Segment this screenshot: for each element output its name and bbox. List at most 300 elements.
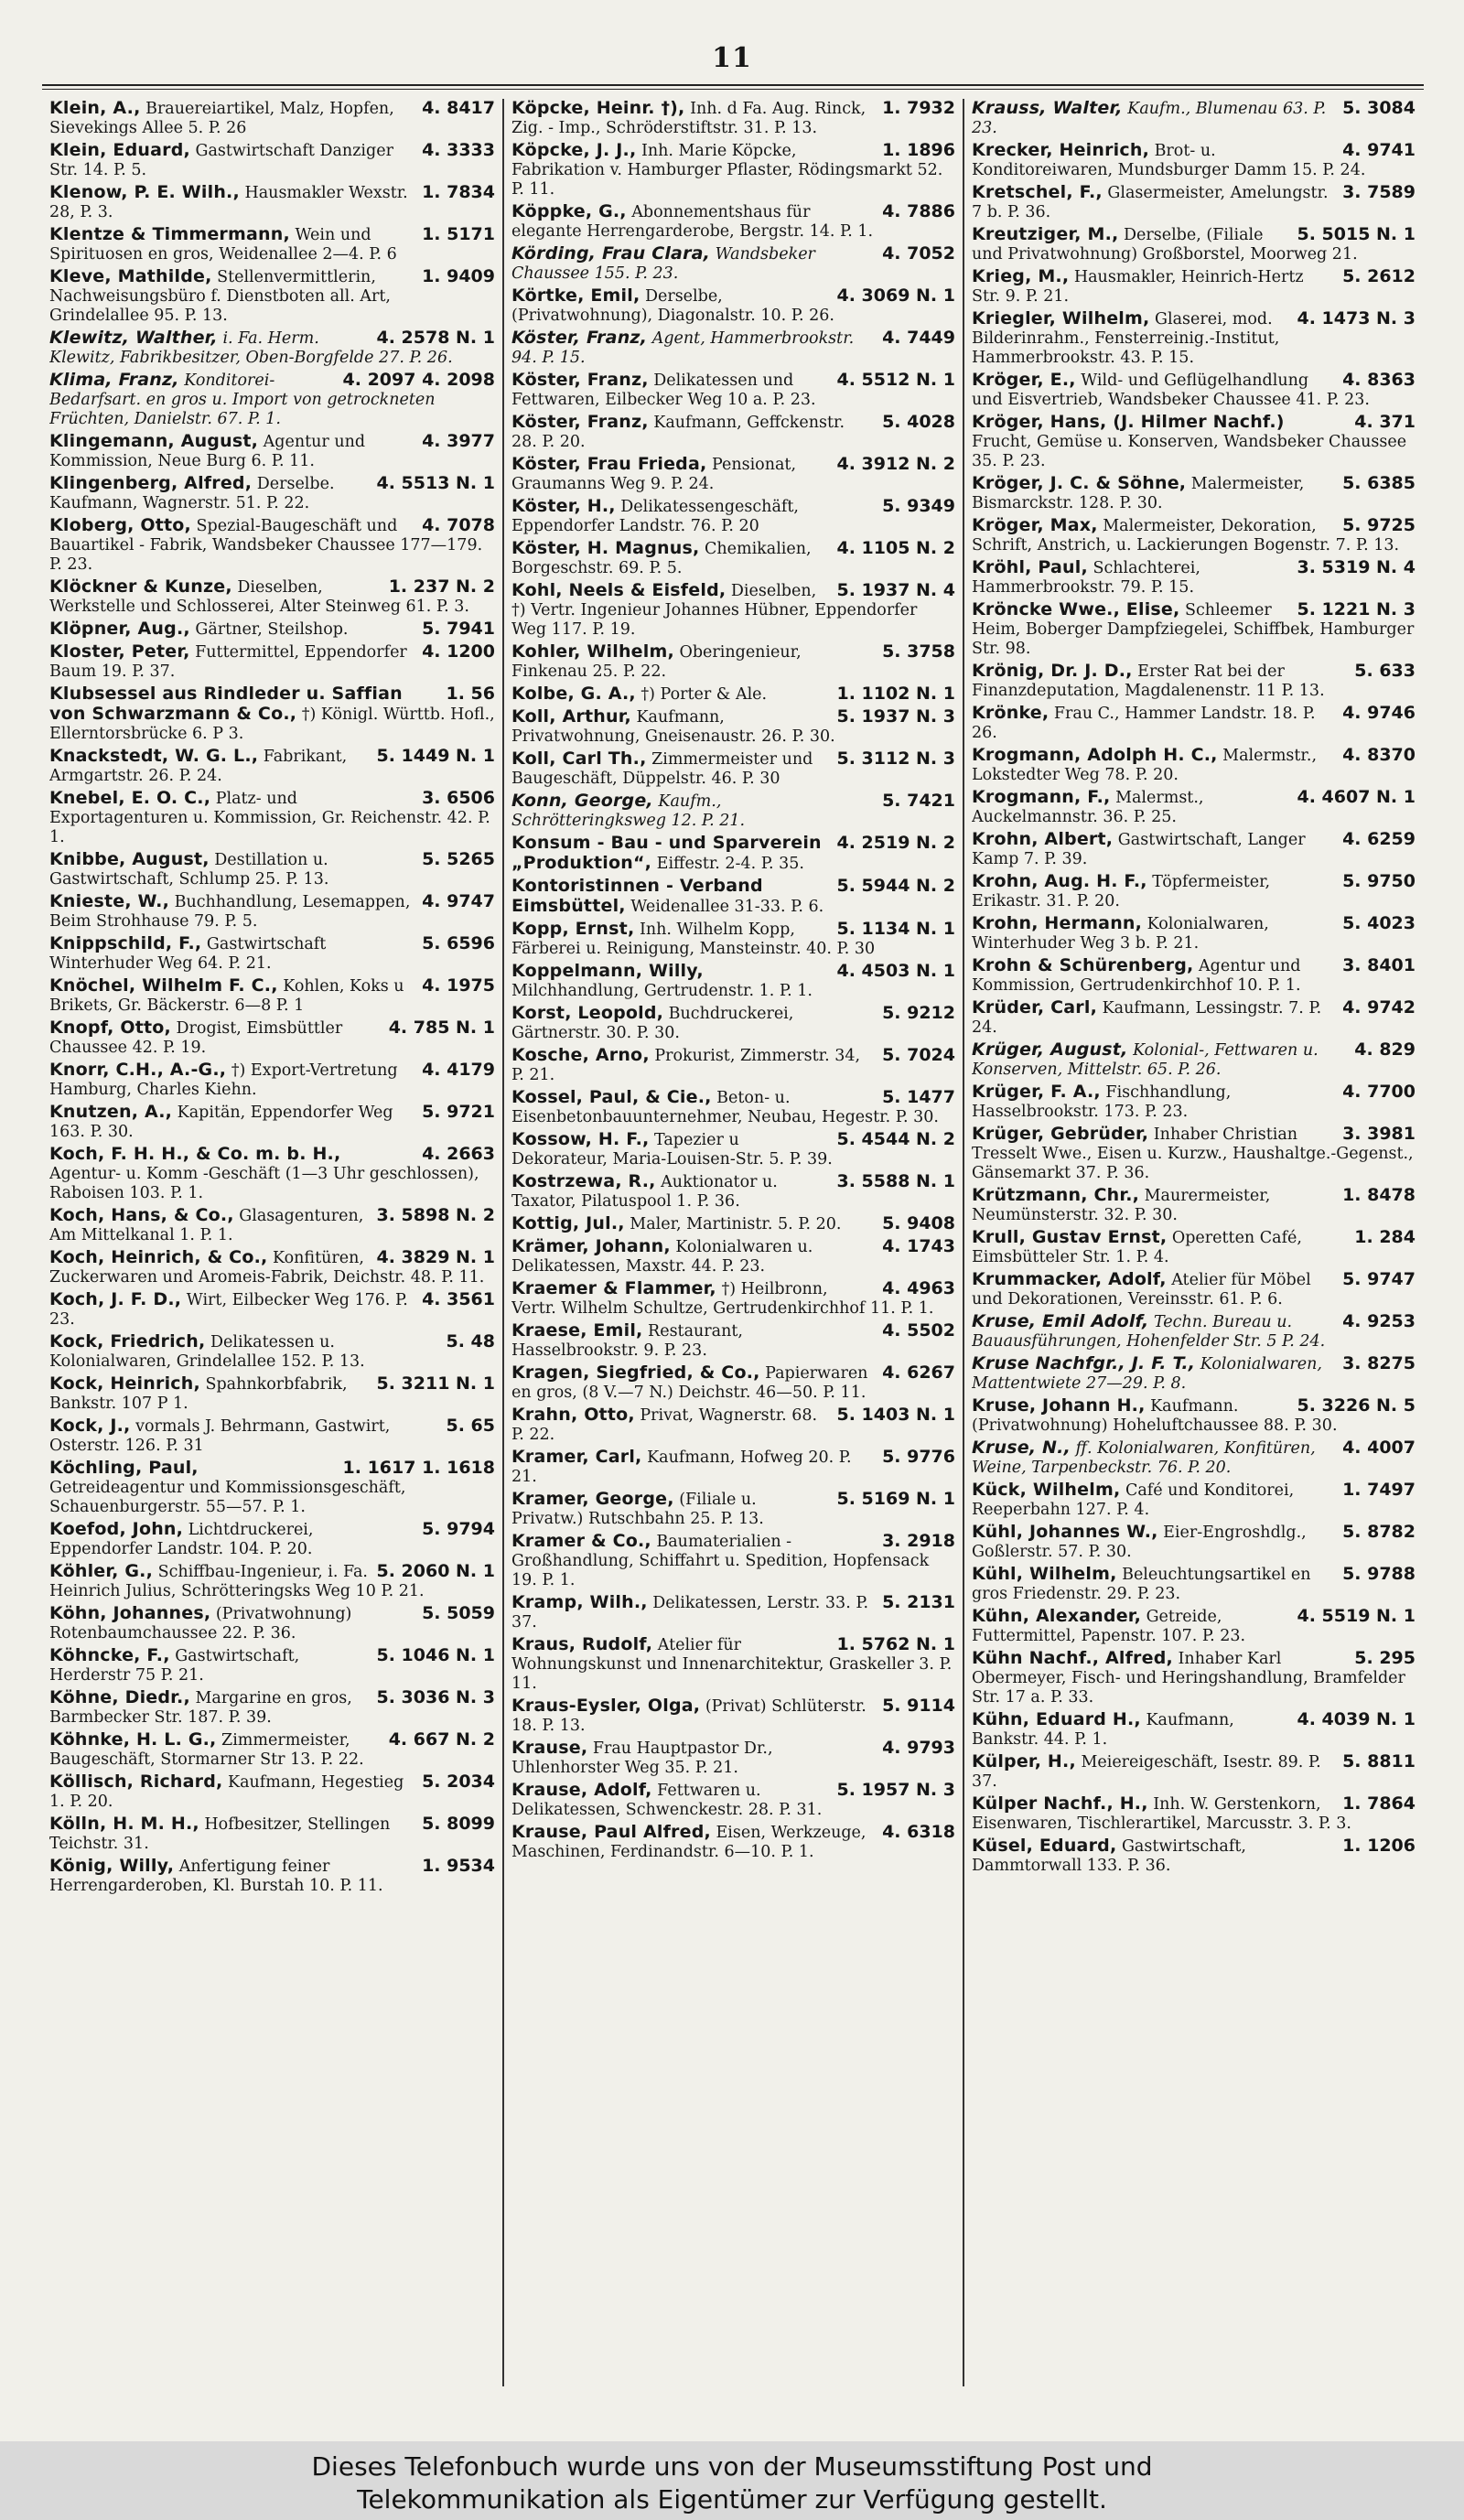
directory-entry (511, 1696, 955, 1736)
footer-notice (0, 2450, 1464, 2516)
directory-entry (511, 1214, 955, 1234)
entry-description: Kolonialwaren u. Delikatessen, Maxstr. 44. P. 23. (511, 1238, 813, 1276)
directory-entry (511, 1363, 955, 1403)
entry-name: Kraemer & Flammer, (511, 1279, 716, 1298)
phone-number: 4. 1200 (422, 642, 495, 662)
phone-number: 5. 9721 (422, 1103, 495, 1122)
entry-description: Schleemer Heim, Boberger Dampfziegelei, Schiffbek, Hamburger Str. 98. (972, 601, 1415, 658)
phone-number: 4. 9793 (882, 1739, 955, 1758)
directory-entry (972, 662, 1416, 701)
directory-entry (49, 1061, 495, 1100)
entry-description: Delikatessen und Fettwaren, Eilbecker Weg 10 a. P. 23. (511, 372, 816, 409)
phone-number: 3. 5588 N. 1 (836, 1172, 955, 1191)
directory-entry (49, 1145, 495, 1203)
entry-name: Koch, J. F. D., (49, 1290, 182, 1309)
entry-name: Köster, H. Magnus, (511, 539, 700, 558)
phone-number: 5. 3758 (882, 642, 955, 662)
entry-name: Köppke, G., (511, 202, 627, 221)
phone-number: 5. 9750 (1342, 872, 1416, 891)
entry-description: Meiereigeschäft, Isestr. 89. P. 37. (972, 1753, 1321, 1791)
directory-entry (972, 1125, 1416, 1183)
directory-entry (972, 1836, 1416, 1876)
directory-entry (49, 1730, 495, 1770)
phone-number: 5. 8811 (1342, 1752, 1416, 1772)
entry-name: Krohn, Aug. H. F., (972, 872, 1147, 891)
entry-name: Kraese, Emil, (511, 1321, 643, 1341)
entry-name: Klöckner & Kunze, (49, 577, 232, 597)
entry-description: Platz- und Exportagenturen u. Kommission, Gr. Reichenstr. 42. P. 1. (49, 790, 490, 846)
entry-name: Köster, Franz, (511, 413, 649, 432)
directory-entry (49, 183, 495, 222)
column-2 (502, 99, 963, 2386)
directory-entry (511, 642, 955, 682)
entry-name: Köster, H., (511, 497, 616, 516)
entry-name: Kröger, Max, (972, 516, 1098, 535)
directory-entry (49, 1688, 495, 1728)
entry-name: Kühl, Wilhelm, (972, 1565, 1117, 1584)
phone-number: 3. 3981 (1342, 1125, 1416, 1144)
directory-entry (972, 1607, 1416, 1646)
entry-description: Glasagenturen, Am Mittelkanal 1. P. 1. (49, 1207, 364, 1244)
entry-name: Küsel, Eduard, (972, 1836, 1117, 1856)
directory-entry (49, 577, 495, 617)
phone-number: 5. 1403 N. 1 (836, 1405, 955, 1425)
entry-description: Malermeister, Bismarckstr. 128. P. 30. (972, 475, 1305, 512)
entry-description: Brot- u. Konditoreiwaren, Mundsburger Damm 15. P. 24. (972, 142, 1366, 179)
entry-name: Kopp, Ernst, (511, 920, 635, 939)
phone-number: 3. 5319 N. 4 (1297, 558, 1416, 577)
entry-description: Fabrikant, Armgartstr. 26. P. 24. (49, 748, 348, 785)
entry-description: Agentur- u. Komm -Geschäft (1—3 Uhr geschlossen), Raboisen 103. P. 1. (49, 1165, 479, 1202)
phone-number: 5. 9212 (882, 1004, 955, 1023)
entry-name: Konn, George, (511, 792, 653, 811)
phone-number: 5. 1046 N. 1 (376, 1646, 495, 1665)
entry-description: Prokurist, Zimmerstr. 34, P. 21. (511, 1047, 861, 1084)
entry-name: Kramer & Co., (511, 1532, 651, 1551)
entry-description: Gärtner, Steilshop. (195, 620, 349, 639)
footer-line-1: Dieses Telefonbuch wurde uns von der Museumsstiftung Post und (311, 2451, 1153, 2482)
directory-entry (49, 976, 495, 1016)
entry-description: Agentur und Kommission, Gertrudenkirchhof 10. P. 1. (972, 957, 1301, 995)
entry-description: Inh. Wilhelm Kopp, Färberei u. Reinigung, Mansteinstr. 40. P. 30 (511, 921, 876, 958)
phone-number: 4. 9741 (1342, 141, 1416, 160)
directory-entry (49, 474, 495, 513)
entry-name: Kretschel, F., (972, 183, 1103, 202)
phone-number: 4. 2663 (422, 1145, 495, 1164)
directory-entry (511, 1405, 955, 1445)
directory-entry (511, 1004, 955, 1043)
entry-name: Klubsessel aus Rindleder u. Saffian von Schwarzmann & Co., (49, 684, 403, 724)
entry-description: Kaufmann, Lessingstr. 7. P. 24. (972, 999, 1322, 1037)
directory-entry (49, 1459, 495, 1517)
entry-name: Kramp, Wilh., (511, 1593, 648, 1612)
entry-name: Köhncke, F., (49, 1646, 170, 1665)
entry-name: Klewitz, Walther, (49, 328, 218, 348)
entry-name: Knackstedt, W. G. L., (49, 747, 259, 766)
entry-description: Baumaterialien - Großhandlung, Schiffahrt u. Spedition, Hopfensack 19. P. 1. (511, 1533, 930, 1589)
entry-name: Krogmann, F., (972, 788, 1111, 807)
phone-number: 1. 7932 (882, 99, 955, 118)
entry-description: Weidenallee 31-33. P. 6. (630, 898, 824, 916)
directory-entry (972, 1040, 1416, 1080)
entry-description: Delikatessen u. Kolonialwaren, Grindelallee 152. P. 13. (49, 1333, 365, 1371)
directory-entry (49, 642, 495, 682)
entry-description: Kaufm., Schrötteringksweg 12. P. 21. (511, 792, 746, 830)
entry-name: Krieg, M., (972, 267, 1070, 286)
entry-description: Kolonial-, Fettwaren u. Konserven, Mittelstr. 65. P. 26. (972, 1041, 1319, 1079)
entry-description: †) Porter & Ale. (640, 685, 768, 704)
phone-number: 5. 65 (446, 1416, 495, 1436)
entry-name: Kröger, Hans, (J. Hilmer Nachf.) (972, 413, 1285, 432)
entry-name: Kock, J., (49, 1416, 131, 1436)
entry-description: Malermst., Auckelmannstr. 36. P. 25. (972, 789, 1204, 826)
entry-name: Köster, Franz, (511, 371, 649, 390)
phone-number: 5. 1957 N. 3 (836, 1781, 955, 1800)
phone-number: 1. 1896 (882, 141, 955, 160)
phone-number: 5. 1477 (882, 1088, 955, 1107)
phone-number: 4. 5513 N. 1 (376, 474, 495, 493)
entry-name: Kröger, J. C. & Söhne, (972, 474, 1187, 493)
entry-description: (Privat) Schlüterstr. 18. P. 13. (511, 1697, 867, 1735)
phone-number: 5. 7941 (422, 619, 495, 639)
phone-number: 4. 6267 (882, 1363, 955, 1383)
directory-entry (49, 1206, 495, 1245)
entry-name: Kramer, George, (511, 1490, 674, 1509)
entry-description: Kolonialwaren, Winterhuder Weg 3 b. P. 21. (972, 915, 1269, 953)
entry-description: Kapitän, Eppendorfer Weg 163. P. 30. (49, 1104, 393, 1141)
entry-description: Delikatessengeschäft, Eppendorfer Landstr. 76. P. 20 (511, 498, 799, 535)
entry-name: Krecker, Heinrich, (972, 141, 1149, 160)
entry-description: Zimmermeister, Baugeschäft, Stormarner Str 13. P. 22. (49, 1731, 364, 1769)
entry-name: Krüder, Carl, (972, 998, 1097, 1018)
entry-description: Abonnementshaus für elegante Herrengarderobe, Bergstr. 14. P. 1. (511, 203, 874, 241)
entry-name: Kossel, Paul, & Cie., (511, 1088, 712, 1107)
phone-number: 5. 9725 (1342, 516, 1416, 535)
directory-entry (511, 834, 955, 874)
entry-description: Fischhandlung, Hasselbrookstr. 173. P. 23. (972, 1083, 1232, 1121)
entry-description: Milchhandlung, Gertrudenstr. 1. P. 1. (511, 982, 813, 1000)
entry-description: Pensionat, Graumanns Weg 9. P. 24. (511, 456, 797, 493)
phone-number: 5. 8099 (422, 1815, 495, 1834)
directory-entry (511, 1635, 955, 1694)
directory-entry (972, 309, 1416, 368)
directory-entry (511, 1781, 955, 1820)
phone-number: 5. 9408 (882, 1214, 955, 1233)
entry-name: Kück, Wilhelm, (972, 1481, 1121, 1500)
entry-description: Anfertigung feiner Herrengarderoben, Kl. Burstah 10. P. 11. (49, 1858, 383, 1895)
phone-number: 4. 4963 (882, 1279, 955, 1298)
phone-number: 3. 2918 (882, 1532, 955, 1551)
entry-description: Frucht, Gemüse u. Konserven, Wandsbeker Chaussee 35. P. 23. (972, 433, 1407, 470)
entry-name: König, Willy, (49, 1857, 175, 1876)
directory-entry (511, 581, 955, 640)
phone-number: 5. 2131 (882, 1593, 955, 1612)
entry-name: Kröncke Wwe., Elise, (972, 600, 1180, 619)
directory-entry (972, 474, 1416, 513)
entry-name: Kohler, Wilhelm, (511, 642, 674, 662)
entry-description: Getreideagentur und Kommissionsgeschäft, Schauenburgerstr. 55—57. P. 1. (49, 1479, 406, 1516)
entry-name: Köhne, Diedr., (49, 1688, 190, 1707)
entry-name: Kolbe, G. A., (511, 684, 636, 704)
entry-description: Maler, Martinistr. 5. P. 20. (630, 1215, 842, 1233)
directory-entry (511, 1130, 955, 1169)
directory-entry (972, 413, 1416, 471)
entry-description: Chemikalien, Borgeschstr. 69. P. 5. (511, 540, 812, 577)
phone-number: 5. 3084 (1342, 99, 1416, 118)
directory-entry (511, 1490, 955, 1529)
phone-number: 5. 1449 N. 1 (376, 747, 495, 766)
entry-name: Külper Nachf., H., (972, 1794, 1148, 1814)
entry-name: Kragen, Siegfried, & Co., (511, 1363, 760, 1383)
entry-name: Koch, Heinrich, & Co., (49, 1248, 268, 1267)
phone-number: 4. 1105 N. 2 (836, 539, 955, 558)
column-3 (963, 99, 1423, 2386)
entry-description: Wandsbeker Chaussee 155. P. 23. (511, 245, 815, 283)
entry-description: Inh. d Fa. Aug. Rinck, Zig. - Imp., Schröderstiftstr. 31. P. 13. (511, 100, 867, 137)
directory-entry (511, 1739, 955, 1778)
phone-number: 5. 5059 (422, 1604, 495, 1623)
phone-number: 4. 4179 (422, 1061, 495, 1080)
phone-number: 4. 4039 N. 1 (1297, 1710, 1416, 1729)
phone-number: 3. 8275 (1342, 1354, 1416, 1373)
directory-entry (511, 1088, 955, 1127)
directory-entry (972, 1794, 1416, 1834)
directory-entry (972, 600, 1416, 659)
directory-entry (511, 141, 955, 199)
entry-description: Atelier für Möbel und Dekorationen, Vereinsstr. 61. P. 6. (972, 1271, 1311, 1308)
entry-description: Buchhandlung, Lesemappen, Beim Strohhause 79. P. 5. (49, 893, 411, 931)
entry-description: Kaufmann. (Privatwohnung) Hoheluftchaussee 88. P. 30. (972, 1397, 1338, 1435)
phone-number: 4. 9253 (1342, 1312, 1416, 1331)
entry-name: Knibbe, August, (49, 850, 210, 869)
directory-entry (49, 141, 495, 180)
entry-description: Eisen, Werkzeuge, Maschinen, Ferdinandstr. 6—10. P. 1. (511, 1824, 867, 1861)
phone-number: 5. 4028 (882, 413, 955, 432)
entry-description: Frau Hauptpastor Dr., Uhlenhorster Weg 35. P. 21. (511, 1739, 773, 1777)
phone-number: 3. 5898 N. 2 (376, 1206, 495, 1225)
directory-entry (49, 1815, 495, 1854)
entry-description: Derselbe. Kaufmann, Wagnerstr. 51. P. 22. (49, 475, 335, 512)
entry-name: Kühl, Johannes W., (972, 1523, 1158, 1542)
entry-description: Gastwirtschaft Danziger Str. 14. P. 5. (49, 142, 393, 179)
entry-description: Inhaber Christian Tresselt Wwe., Eisen u. Kurzw., Haushaltge.-Gegenst., Gänsemarkt 37. P. 36. (972, 1125, 1414, 1182)
directory-entry (511, 1321, 955, 1361)
directory-entry (49, 1772, 495, 1812)
entry-description: †) Export-Vertretung Hamburg, Charles Kiehn. (49, 1061, 398, 1099)
entry-description: Auktionator u. Taxator, Pilatuspool 1. P. 36. (511, 1173, 778, 1211)
entry-name: Knöchel, Wilhelm F. C., (49, 976, 278, 996)
phone-number: 4. 9742 (1342, 998, 1416, 1018)
phone-number: 5. 3226 N. 5 (1297, 1396, 1416, 1416)
directory-entry (511, 684, 955, 705)
directory-entry (49, 225, 495, 264)
phone-number: 4. 4007 (1342, 1438, 1416, 1458)
directory-entry (972, 371, 1416, 410)
phone-number: 4. 6259 (1342, 830, 1416, 849)
phone-number: 1. 8478 (1342, 1186, 1416, 1205)
entry-name: Koch, Hans, & Co., (49, 1206, 234, 1225)
entry-name: Krummacker, Adolf, (972, 1270, 1167, 1289)
phone-number: 4. 1975 (422, 976, 495, 996)
entry-name: Kühn Nachf., Alfred, (972, 1649, 1173, 1668)
entry-name: Kröger, E., (972, 371, 1076, 390)
directory-entry (972, 516, 1416, 555)
entry-name: Kruse, Emil Adolf, (972, 1312, 1149, 1331)
entry-description: Konditorei-Bedarfsart. en gros u. Import von getrockneten Früchten, Danielstr. 67. P. 1. (49, 372, 436, 428)
entry-description: Inh. Marie Köpcke, Fabrikation v. Hamburger Pflaster, Rödingsmarkt 52. P. 11. (511, 142, 943, 199)
entry-name: Konsum - Bau - und Sparverein „Produktion“, (511, 834, 822, 873)
directory-entry (972, 1752, 1416, 1792)
directory-entry (511, 1532, 955, 1590)
entry-name: Krull, Gustav Ernst, (972, 1228, 1168, 1247)
footer-line-2: Telekommunikation als Eigentümer zur Verfügung gestellt. (357, 2484, 1107, 2515)
entry-name: Kostrzewa, R., (511, 1172, 656, 1191)
entry-description: Operetten Café, Eimsbütteler Str. 1. P. 4. (972, 1229, 1302, 1266)
directory-entry (972, 1481, 1416, 1520)
phone-number: 5. 3036 N. 3 (376, 1688, 495, 1707)
phone-number: 4. 7052 (882, 244, 955, 264)
directory-entry (511, 1046, 955, 1085)
phone-number: 4. 8417 (422, 99, 495, 118)
entry-description: Delikatessen, Lerstr. 33. P. 37. (511, 1594, 869, 1632)
entry-name: Körding, Frau Clara, (511, 244, 711, 264)
directory-entry (511, 539, 955, 578)
entry-description: Malermstr., Lokstedter Weg 78. P. 20. (972, 747, 1318, 784)
directory-entry (49, 1520, 495, 1559)
phone-number: 4. 7700 (1342, 1082, 1416, 1102)
entry-name: Krauss, Walter, (972, 99, 1123, 118)
directory-entry (511, 286, 955, 326)
entry-description: Tapezier u Dekorateur, Maria-Louisen-Str. 5. P. 39. (511, 1131, 833, 1168)
phone-number: 4. 3977 (422, 432, 495, 451)
entry-name: Kock, Friedrich, (49, 1332, 206, 1352)
entry-description: Agent, Hammerbrookstr. 94. P. 15. (511, 329, 855, 367)
entry-description: Malermeister, Dekoration, Schrift, Anstrich, u. Lackierungen Bogenstr. 7. P. 13. (972, 517, 1400, 555)
entry-description: Schiffbau-Ingenieur, i. Fa. Heinrich Julius, Schrötteringsks Weg 10 P. 21. (49, 1563, 425, 1600)
directory-entry (972, 830, 1416, 869)
entry-description: Kaufmann, Privatwohnung, Gneisenaustr. 26. P. 30. (511, 708, 835, 746)
phone-number: 1. 56 (446, 684, 495, 704)
directory-entry (49, 619, 495, 640)
entry-name: Krause, Adolf, (511, 1781, 652, 1800)
phone-number: 4. 4503 N. 1 (836, 962, 955, 981)
entry-description: Zimmermeister und Baugeschäft, Düppelstr. 46. P. 30 (511, 750, 813, 788)
phone-number: 3. 7589 (1342, 183, 1416, 202)
entry-description: Getreide, Futtermittel, Papenstr. 107. P. 23. (972, 1608, 1246, 1645)
entry-description: Inh. W. Gerstenkorn, Eisenwaren, Tischlerartikel, Marcusstr. 3. P. 3. (972, 1795, 1351, 1833)
directory-entry (49, 789, 495, 847)
directory-entry (511, 244, 955, 284)
directory-entry (49, 1646, 495, 1685)
directory-entry (511, 1279, 955, 1319)
entry-description: Buchdruckerei, Gärtnerstr. 30. P. 30. (511, 1005, 794, 1042)
entry-name: Kühn, Alexander, (972, 1607, 1141, 1626)
footer-banner (0, 2441, 1464, 2520)
entry-description: Derselbe, (Privatwohnung), Diagonalstr. 10. P. 26. (511, 287, 834, 325)
phone-number: 4. 1473 N. 3 (1297, 309, 1416, 328)
directory-entry (49, 934, 495, 974)
directory-entry (49, 516, 495, 575)
phone-number: 5. 9776 (882, 1448, 955, 1467)
entry-name: Klingemann, August, (49, 432, 259, 451)
phone-number: 5. 2612 (1342, 267, 1416, 286)
entry-name: Köchling, Paul, (49, 1459, 199, 1478)
phone-number: 5. 9114 (882, 1696, 955, 1716)
entry-description: Konfitüren, Zuckerwaren und Aromeis-Fabrik, Deichstr. 48. P. 11. (49, 1249, 485, 1287)
entry-description: Destillation u. Gastwirtschaft, Schlump 25. P. 13. (49, 851, 329, 888)
phone-number: 5. 1221 N. 3 (1297, 600, 1416, 619)
phone-number: 4. 785 N. 1 (388, 1018, 495, 1038)
entry-name: Kruse, Johann H., (972, 1396, 1146, 1416)
entry-name: Köster, Franz, (511, 328, 648, 348)
entry-description: Dieselben, †) Vertr. Ingenieur Johannes Hübner, Eppendorfer Weg 117. P. 19. (511, 582, 918, 639)
phone-number: 1. 9534 (422, 1857, 495, 1876)
entry-description: Kaufmann, Hofweg 20. P. 21. (511, 1448, 852, 1486)
directory-entry (49, 1332, 495, 1372)
phone-number: 4. 7886 (882, 202, 955, 221)
entry-name: Kraus, Rudolf, (511, 1635, 653, 1654)
entry-name: Knutzen, A., (49, 1103, 173, 1122)
directory-entry (972, 1396, 1416, 1436)
directory-entry (972, 1565, 1416, 1604)
phone-number: 1. 237 N. 2 (388, 577, 495, 597)
entry-name: Kleve, Mathilde, (49, 267, 212, 286)
phone-number: 1. 7834 (422, 183, 495, 202)
directory-entry (972, 956, 1416, 996)
phone-number: 5. 5169 N. 1 (836, 1490, 955, 1509)
phone-number: 4. 9747 (422, 892, 495, 911)
phone-number: 5. 5265 (422, 850, 495, 869)
directory-entry (972, 141, 1416, 180)
phone-number: 4. 8363 (1342, 371, 1416, 390)
phone-number: 5. 1937 N. 4 (836, 581, 955, 600)
directory-entry (511, 1823, 955, 1862)
entry-description: (Privatwohnung) Rotenbaumchaussee 22. P. 36. (49, 1605, 352, 1642)
entry-name: Kloberg, Otto, (49, 516, 191, 535)
entry-name: Krüger, F. A., (972, 1082, 1101, 1102)
phone-number: 5. 6596 (422, 934, 495, 953)
phone-number: 5. 1937 N. 3 (836, 707, 955, 727)
entry-name: Krause, Paul Alfred, (511, 1823, 711, 1842)
phone-number: 5. 633 (1354, 662, 1416, 681)
entry-name: Kramer, Carl, (511, 1448, 642, 1467)
phone-number: 4. 1743 (882, 1237, 955, 1256)
entry-name: Knopf, Otto, (49, 1018, 171, 1038)
entry-description: Spahnkorbfabrik, Bankstr. 107 P 1. (49, 1375, 348, 1413)
entry-name: Knebel, E. O. C., (49, 789, 211, 808)
entry-description: Stellenvermittlerin, Nachweisungsbüro f. Dienstboten all. Art, Grindelallee 95. P. 13. (49, 268, 391, 325)
entry-description: Kaufmann, Geffckenstr. 28. P. 20. (511, 414, 845, 451)
phone-number: 5. 5015 N. 1 (1297, 225, 1416, 244)
entry-name: Kossow, H. F., (511, 1130, 650, 1149)
entry-description: Oberingenieur, Finkenau 25. P. 22. (511, 643, 802, 681)
entry-name: Knippschild, F., (49, 934, 202, 953)
entry-name: Kreutziger, M., (972, 225, 1119, 244)
entry-name: Kruse, N., (972, 1438, 1071, 1458)
entry-description: Beleuchtungsartikel en gros Friedenstr. 29. P. 23. (972, 1566, 1311, 1603)
phone-number: 5. 2060 N. 1 (376, 1562, 495, 1581)
entry-name: Kontoristinnen - Verband Eimsbüttel, (511, 877, 763, 916)
directory-entry (972, 872, 1416, 911)
phone-number: 1. 7864 (1342, 1794, 1416, 1814)
directory-entry (972, 1270, 1416, 1309)
directory-entry (511, 99, 955, 138)
directory-entry (511, 413, 955, 452)
entry-name: Klingenberg, Alfred, (49, 474, 253, 493)
entry-name: Koll, Arthur, (511, 707, 631, 727)
entry-description: Inhaber Karl Obermeyer, Fisch- und Heringshandlung, Bramfelder Str. 17 a. P. 33. (972, 1650, 1405, 1707)
entry-name: Klentze & Timmermann, (49, 225, 290, 244)
